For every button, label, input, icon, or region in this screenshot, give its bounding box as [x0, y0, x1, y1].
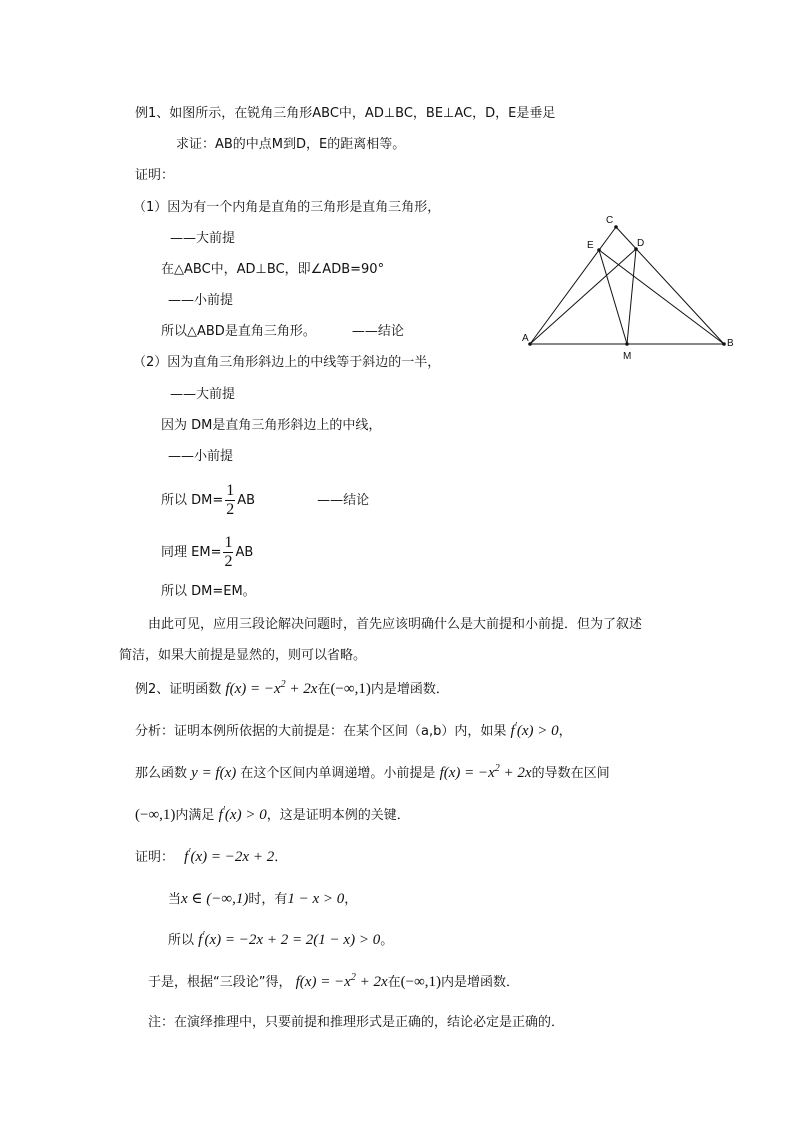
conclusion-tag: ——结论 — [317, 493, 370, 508]
remark-line-2: 简洁，如果大前提是显然的，则可以省略。 — [119, 648, 367, 663]
step1-major-statement: （1）因为有一个内角是直角的三角形是直角三角形， — [133, 200, 441, 215]
em-half-ab: 同理 EM= $\frac{1}{2}$ AB — [161, 534, 254, 570]
example1-prove-statement: 求证：AB的中点M到D，E的距离相等。 — [176, 137, 406, 152]
major-premise-tag: ——大前提 — [170, 231, 236, 246]
analysis-line-3: (−∞,1)内满足 f′(x) > 0，这是证明本例的关键． — [135, 805, 410, 823]
major-premise-tag: ——大前提 — [170, 387, 236, 402]
segment-be — [599, 250, 724, 344]
segment-ad — [530, 249, 636, 344]
step2-major-statement: （2）因为直角三角形斜边上的中线等于斜边的一半， — [133, 355, 441, 370]
fraction-one-half: $\frac{1}{2}$ — [224, 534, 233, 570]
conclusion-tag: ——结论 — [351, 324, 404, 339]
note: 注：在演绎推理中，只要前提和推理形式是正确的，结论必定是正确的． — [148, 1015, 565, 1030]
example2-title: 例2、证明函数 $f(x) = -x^2 + 2x$在(−∞,1)内是增函数． — [135, 679, 449, 697]
proof-label: 证明： — [135, 168, 175, 183]
step1-conclusion: 所以△ABD是直角三角形。 ——结论 — [161, 324, 404, 339]
label-a: A — [522, 333, 529, 344]
label-m: M — [623, 351, 632, 362]
remark-line-1: 由此可见，应用三段论解决问题时，首先应该明确什么是大前提和小前提．但为了叙述 — [148, 617, 643, 632]
fraction-one-half: $\frac{1}{2}$ — [226, 482, 235, 518]
triangle-figure — [515, 205, 745, 365]
proof-derivative-positive: 所以 f′(x) = −2x + 2 = 2(1 − x) > 0。 — [168, 930, 394, 948]
label-c: C — [606, 215, 614, 226]
analysis-line-1: 分析：证明本例所依据的大前提是：在某个区间（a,b）内，如果 f′(x) > 0， — [135, 721, 572, 739]
dm-half-ab: 所以 DM= $\frac{1}{2}$ AB ——结论 — [161, 482, 370, 518]
proof-conclusion: 于是，根据“三段论”得， $f(x) = -x^2 + 2x$在(−∞,1)内是增函数． — [148, 972, 520, 990]
label-e: E — [587, 240, 594, 251]
step1-minor-statement: 在△ABC中，AD⊥BC，即∠ADB=90° — [161, 262, 385, 277]
point-b — [722, 342, 726, 346]
analysis-line-2: 那么函数 y = f(x) 在这个区间内单调递增。小前提是 $f(x) = -x^2 + 2x$的导数在区间 — [135, 763, 610, 781]
example1-title: 例1、如图所示，在锐角三角形ABC中，AD⊥BC，BE⊥AC，D，E是垂足 — [135, 106, 556, 121]
segment-em — [599, 250, 627, 344]
dm-equals-em: 所以 DM=EM。 — [161, 584, 256, 599]
minor-premise-tag: ——小前提 — [168, 293, 234, 308]
minor-premise-tag: ——小前提 — [168, 449, 234, 464]
segment-ac — [530, 227, 616, 344]
label-b: B — [727, 338, 734, 349]
point-c — [614, 225, 618, 229]
point-m — [625, 342, 629, 346]
step2-minor-statement: 因为 DM是直角三角形斜边上的中线， — [161, 418, 382, 433]
proof-when-x-in-interval: 当x ∈ (−∞,1)时，有1 − x > 0， — [168, 891, 358, 907]
point-e — [597, 248, 601, 252]
segment-dm — [627, 249, 636, 344]
label-d: D — [637, 238, 645, 249]
point-a — [528, 342, 532, 346]
proof-derivative: 证明： f′(x) = −2x + 2． — [135, 847, 288, 865]
